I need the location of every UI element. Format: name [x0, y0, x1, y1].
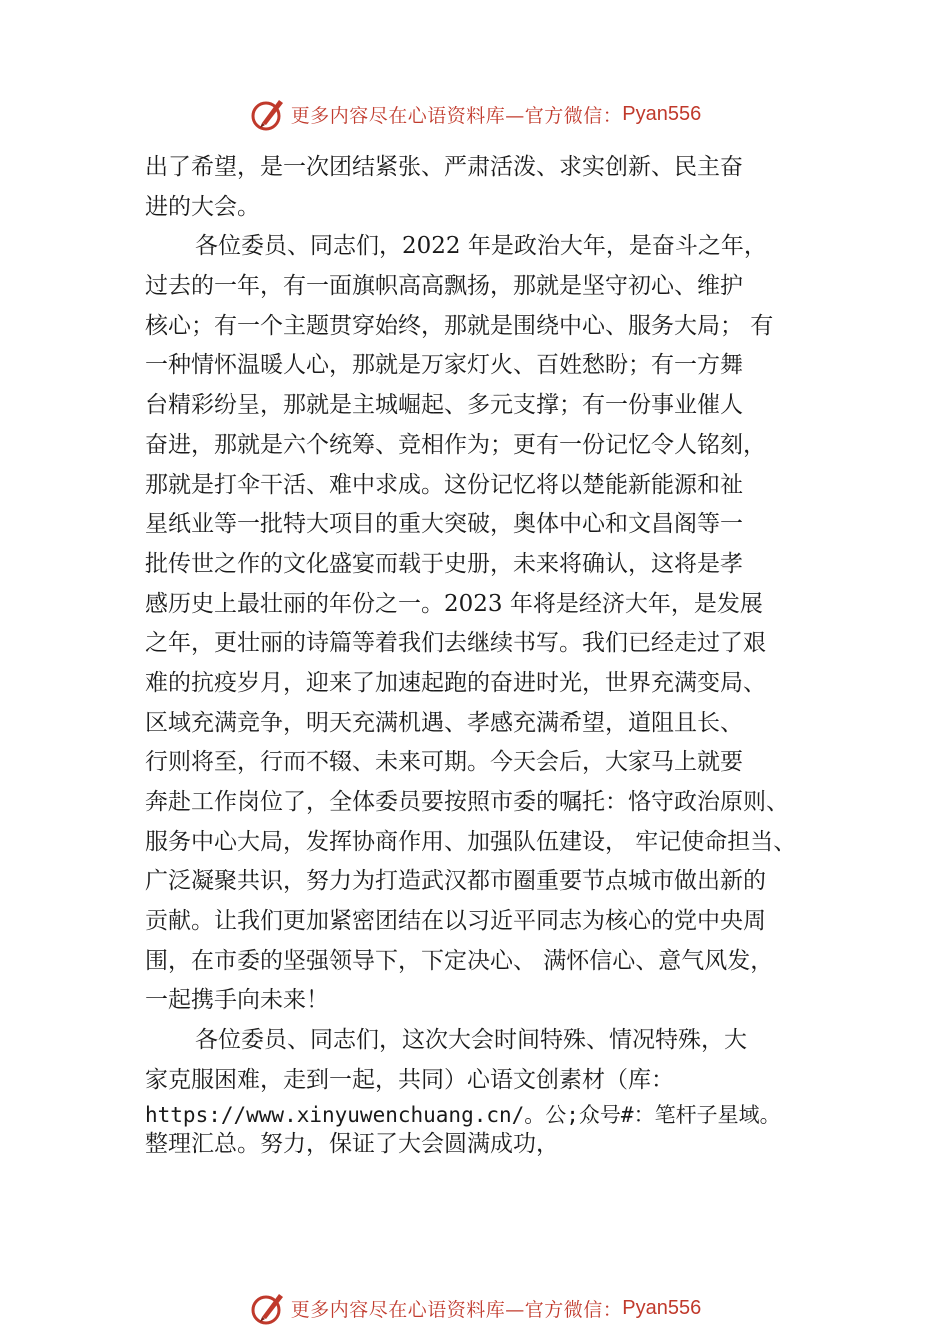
text-line: 一起携手向未来！ [145, 987, 329, 1014]
text-line: 出了希望，是一次团结紧张、严肃活泼、求实创新、民主奋 [145, 154, 743, 180]
text-line: 之年，更壮丽的诗篇等着我们去继续书写。我们已经走过了艰 [145, 630, 766, 657]
banner-wechat-id: Pyan556 [622, 102, 702, 125]
banner-text: 更多内容尽在心语资料库—官方微信： [290, 104, 623, 127]
text-line: 行则将至，行而不辍、未来可期。今天会后，大家马上就要 [145, 749, 743, 776]
banner-wechat-id: Pyan556 [622, 1296, 702, 1319]
source-url-line: https://www.xinyuwenchuang.cn/。公;众号#：笔杆子星域。 [145, 1102, 781, 1127]
text-line: 服务中心大局，发挥协商作用、加强队伍建设， 牢记使命担当、 [145, 828, 797, 855]
text-line: 区域充满竞争，明天充满机遇、孝感充满希望，道阻且长、 [145, 709, 743, 736]
text-line: 奔赴工作岗位了，全体委员要按照市委的嘱托：恪守政治原则、 [145, 789, 789, 815]
text-line: 贡献。让我们更加紧密团结在以习近平同志为核心的党中央周 [145, 908, 766, 935]
paragraph-start-line: 各位委员、同志们，这次大会时间特殊、情况特殊，大 [195, 1027, 747, 1054]
text-line: 进的大会。 [145, 193, 260, 220]
text-line: 台精彩纷呈，那就是主城崛起、多元支撑；有一份事业催人 [145, 392, 743, 419]
document-body [145, 148, 835, 1159]
text-line: 感历史上最壮丽的年份之一。2023 年将是经济大年，是发展 [145, 590, 763, 617]
text-line: 广泛凝聚共识，努力为打造武汉都市圈重要节点城市做出新的 [145, 868, 766, 895]
text-line: 家克服困难，走到一起，共同）心语文创素材（库： [145, 1066, 674, 1093]
text-line: 过去的一年，有一面旗帜高高飘扬，那就是坚守初心、维护 [145, 273, 743, 300]
pen-quill-circle-logo-icon [249, 95, 287, 133]
pen-quill-circle-logo-icon [249, 1289, 287, 1327]
text-line: 那就是打伞干活、难中求成。这份记忆将以楚能新能源和祉 [145, 471, 743, 498]
text-line: 一种情怀温暖人心，那就是万家灯火、百姓愁盼；有一方舞 [145, 352, 743, 379]
header-banner [0, 94, 950, 134]
banner-text: 更多内容尽在心语资料库—官方微信： [290, 1298, 623, 1321]
text-line: 整理汇总。努力，保证了大会圆满成功， [145, 1130, 559, 1157]
text-line: 围，在市委的坚强领导下，下定决心、 满怀信心、意气风发， [145, 947, 774, 974]
text-line: 奋进，那就是六个统筹、竞相作为；更有一份记忆令人铭刻， [145, 431, 766, 458]
text-line: 批传世之作的文化盛宴而载于史册，未来将确认，这将是孝 [145, 550, 743, 577]
text-line: 难的抗疫岁月，迎来了加速起跑的奋进时光，世界充满变局、 [145, 669, 766, 696]
footer-banner [0, 1288, 950, 1328]
text-line: 星纸业等一批特大项目的重大突破，奥体中心和文昌阁等一 [145, 511, 743, 538]
paragraph-start-line: 各位委员、同志们，2022 年是政治大年，是奋斗之年， [195, 233, 767, 260]
text-line: 核心；有一个主题贯穿始终，那就是围绕中心、服务大局； 有 [145, 312, 774, 339]
